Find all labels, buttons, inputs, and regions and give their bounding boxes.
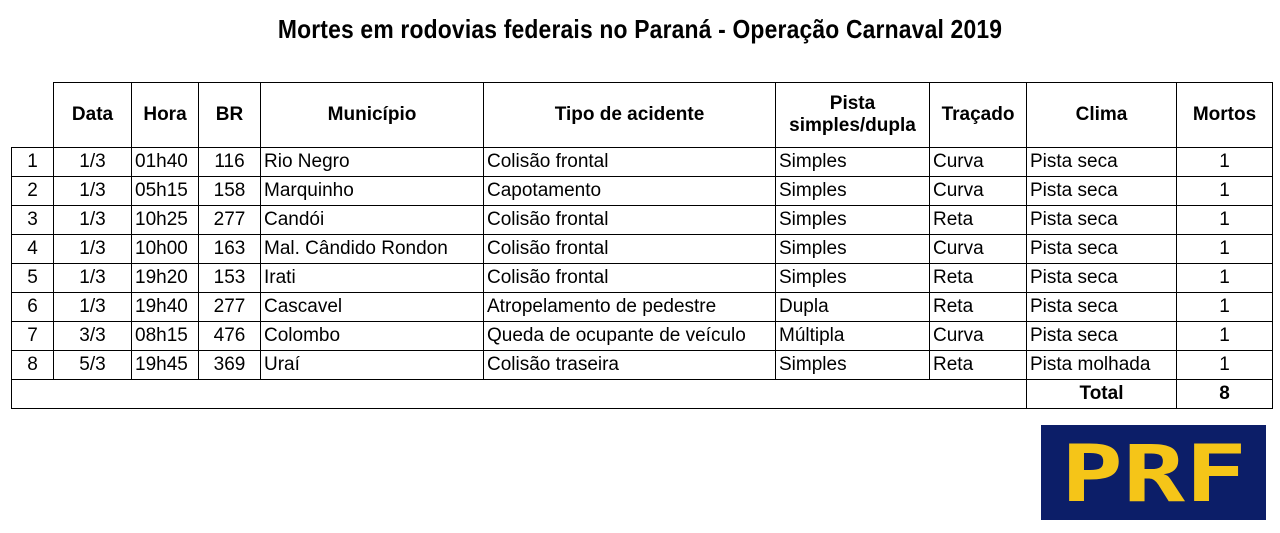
cell-municipio: Irati <box>261 264 484 293</box>
cell-mortos: 1 <box>1177 322 1273 351</box>
cell-tracado: Curva <box>930 177 1027 206</box>
cell-municipio: Marquinho <box>261 177 484 206</box>
cell-tracado: Reta <box>930 351 1027 380</box>
cell-municipio: Candói <box>261 206 484 235</box>
prf-logo-text <box>1054 433 1254 513</box>
cell-time: 19h40 <box>132 293 199 322</box>
cell-time: 10h00 <box>132 235 199 264</box>
cell-br: 163 <box>199 235 261 264</box>
header-clima: Clima <box>1027 83 1177 148</box>
cell-municipio: Rio Negro <box>261 148 484 177</box>
svg-text:PRF: PRF <box>1060 432 1247 513</box>
header-tracado: Traçado <box>930 83 1027 148</box>
cell-row-index: 2 <box>12 177 54 206</box>
cell-pista: Simples <box>776 148 930 177</box>
cell-municipio: Cascavel <box>261 293 484 322</box>
cell-tracado: Curva <box>930 322 1027 351</box>
table-row <box>12 177 1273 206</box>
cell-br: 277 <box>199 293 261 322</box>
cell-mortos: 1 <box>1177 264 1273 293</box>
total-label: Total <box>1027 380 1177 409</box>
cell-br: 476 <box>199 322 261 351</box>
cell-time: 19h20 <box>132 264 199 293</box>
cell-tipo-acidente: Atropelamento de pedestre <box>484 293 776 322</box>
cell-row-index: 7 <box>12 322 54 351</box>
cell-date: 1/3 <box>54 206 132 235</box>
cell-time: 05h15 <box>132 177 199 206</box>
cell-pista: Simples <box>776 264 930 293</box>
cell-pista: Simples <box>776 351 930 380</box>
table-row <box>12 322 1273 351</box>
cell-tracado: Reta <box>930 293 1027 322</box>
cell-time: 08h15 <box>132 322 199 351</box>
cell-date: 1/3 <box>54 235 132 264</box>
cell-row-index: 5 <box>12 264 54 293</box>
table-row <box>12 148 1273 177</box>
cell-row-index: 8 <box>12 351 54 380</box>
cell-tracado: Reta <box>930 264 1027 293</box>
cell-tipo-acidente: Colisão frontal <box>484 148 776 177</box>
total-value: 8 <box>1177 380 1273 409</box>
cell-municipio: Mal. Cândido Rondon <box>261 235 484 264</box>
cell-br: 153 <box>199 264 261 293</box>
cell-time: 01h40 <box>132 148 199 177</box>
total-spacer <box>12 380 1027 409</box>
cell-mortos: 1 <box>1177 206 1273 235</box>
header-mortos: Mortos <box>1177 83 1273 148</box>
cell-date: 1/3 <box>54 264 132 293</box>
cell-tipo-acidente: Colisão traseira <box>484 351 776 380</box>
table-row <box>12 235 1273 264</box>
cell-tipo-acidente: Colisão frontal <box>484 206 776 235</box>
cell-pista: Dupla <box>776 293 930 322</box>
cell-date: 1/3 <box>54 177 132 206</box>
cell-row-index: 4 <box>12 235 54 264</box>
cell-mortos: 1 <box>1177 235 1273 264</box>
header-br: BR <box>199 83 261 148</box>
cell-pista: Simples <box>776 177 930 206</box>
cell-tipo-acidente: Queda de ocupante de veículo <box>484 322 776 351</box>
page-title: Mortes em rodovias federais no Paraná - Operação Carnaval 2019 <box>277 14 1003 44</box>
prf-logo <box>1041 425 1266 520</box>
table-row <box>12 351 1273 380</box>
cell-clima: Pista seca <box>1027 177 1177 206</box>
cell-date: 1/3 <box>54 148 132 177</box>
cell-clima: Pista seca <box>1027 293 1177 322</box>
total-row <box>12 380 1273 409</box>
cell-clima: Pista seca <box>1027 206 1177 235</box>
cell-br: 158 <box>199 177 261 206</box>
cell-mortos: 1 <box>1177 148 1273 177</box>
cell-date: 3/3 <box>54 322 132 351</box>
cell-row-index: 1 <box>12 148 54 177</box>
cell-tipo-acidente: Capotamento <box>484 177 776 206</box>
cell-tracado: Reta <box>930 206 1027 235</box>
cell-municipio: Colombo <box>261 322 484 351</box>
cell-tracado: Curva <box>930 235 1027 264</box>
cell-tipo-acidente: Colisão frontal <box>484 264 776 293</box>
cell-tracado: Curva <box>930 148 1027 177</box>
cell-row-index: 6 <box>12 293 54 322</box>
table-header-row <box>12 83 1273 148</box>
header-data: Data <box>54 83 132 148</box>
cell-br: 369 <box>199 351 261 380</box>
header-municipio: Município <box>261 83 484 148</box>
table-row <box>12 264 1273 293</box>
cell-row-index: 3 <box>12 206 54 235</box>
cell-pista: Múltipla <box>776 322 930 351</box>
header-hora: Hora <box>132 83 199 148</box>
cell-time: 10h25 <box>132 206 199 235</box>
cell-date: 1/3 <box>54 293 132 322</box>
deaths-table <box>11 82 1273 409</box>
cell-clima: Pista seca <box>1027 148 1177 177</box>
cell-clima: Pista seca <box>1027 322 1177 351</box>
cell-br: 277 <box>199 206 261 235</box>
cell-clima: Pista seca <box>1027 264 1177 293</box>
cell-clima: Pista molhada <box>1027 351 1177 380</box>
header-index <box>12 83 54 148</box>
cell-mortos: 1 <box>1177 293 1273 322</box>
cell-pista: Simples <box>776 235 930 264</box>
cell-pista: Simples <box>776 206 930 235</box>
table-row <box>12 206 1273 235</box>
cell-time: 19h45 <box>132 351 199 380</box>
cell-clima: Pista seca <box>1027 235 1177 264</box>
table-row <box>12 293 1273 322</box>
cell-municipio: Uraí <box>261 351 484 380</box>
header-pista: Pista simples/dupla <box>776 83 930 148</box>
cell-mortos: 1 <box>1177 351 1273 380</box>
cell-date: 5/3 <box>54 351 132 380</box>
cell-tipo-acidente: Colisão frontal <box>484 235 776 264</box>
cell-mortos: 1 <box>1177 177 1273 206</box>
header-tipo-acidente: Tipo de acidente <box>484 83 776 148</box>
cell-br: 116 <box>199 148 261 177</box>
